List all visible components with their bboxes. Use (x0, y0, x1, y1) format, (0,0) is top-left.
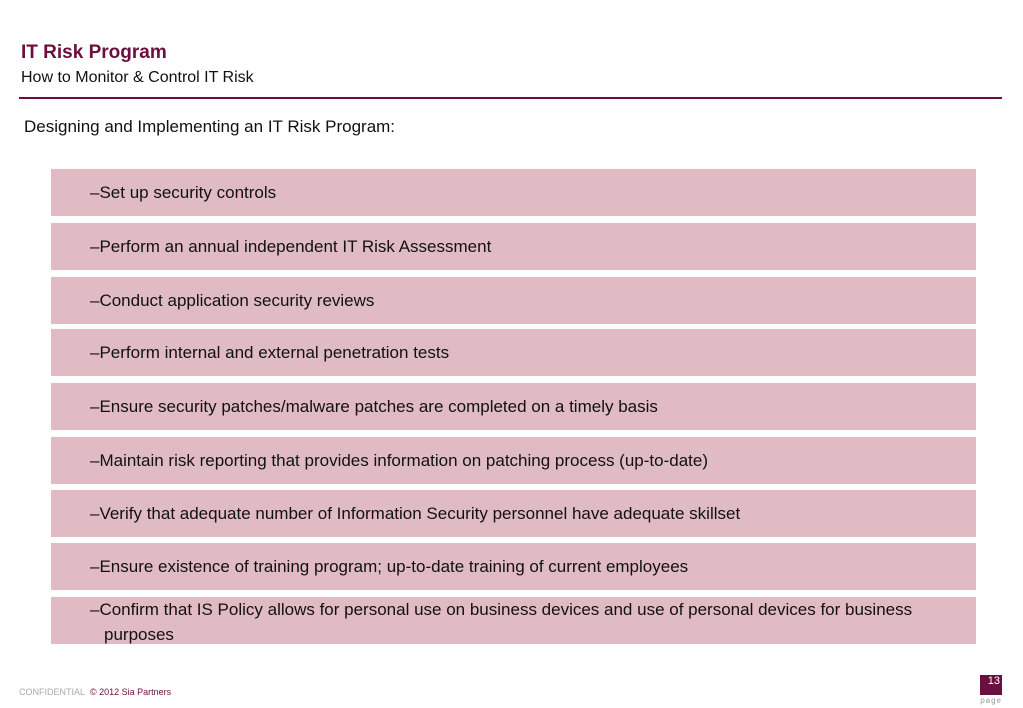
list-item (51, 437, 976, 484)
slide-subtitle: How to Monitor & Control IT Risk (21, 69, 254, 86)
list-item (51, 383, 976, 430)
list-item-text: –Perform an annual independent IT Risk Assessment (90, 236, 492, 256)
list-item (51, 223, 976, 270)
list-item (51, 597, 976, 644)
page-label: page (980, 696, 1002, 705)
page-number: 13 (980, 675, 1002, 695)
list-item-text: –Perform internal and external penetration tests (90, 342, 450, 362)
list-item (51, 490, 976, 537)
slide-title: IT Risk Program (21, 42, 167, 63)
intro-text: Designing and Implementing an IT Risk Program: (24, 117, 396, 136)
list-item-text: –Verify that adequate number of Information Security personnel have adequate skillset (90, 503, 741, 523)
list-item (51, 169, 976, 216)
header-divider (19, 97, 1002, 99)
list-item-text: –Confirm that IS Policy allows for personal use on business devices and use of personal devices for business purposes (90, 600, 913, 644)
list-item-text: –Set up security controls (90, 182, 277, 202)
list-item-text: –Maintain risk reporting that provides information on patching process (up-to-date) (90, 450, 708, 470)
list-item (51, 277, 976, 324)
confidential-label: CONFIDENTIAL (19, 687, 86, 697)
list-item-text: –Ensure security patches/malware patches are completed on a timely basis (90, 396, 658, 416)
copyright-text: © 2012 Sia Partners (90, 687, 172, 697)
list-item (51, 543, 976, 590)
list-item (51, 329, 976, 376)
list-item-text: –Conduct application security reviews (90, 290, 375, 310)
list-item-text: –Ensure existence of training program; up-to-date training of current employees (90, 556, 689, 576)
